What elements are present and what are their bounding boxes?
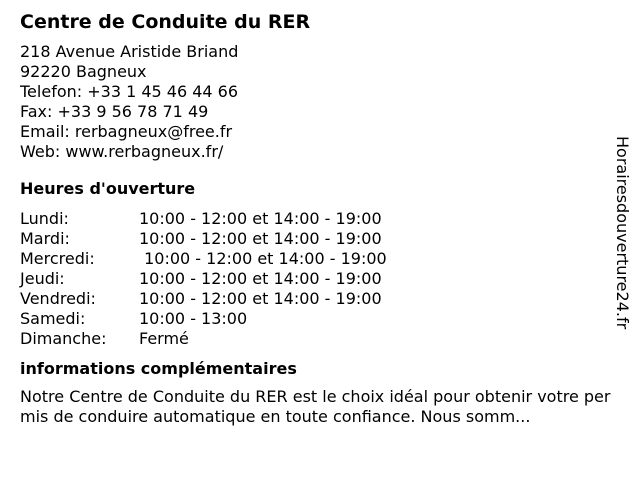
day-label: Lundi: [20,209,69,228]
website: Web: www.rerbagneux.fr/ [20,142,224,161]
address-city: 92220 Bagneux [20,62,147,81]
day-hours: 10:00 - 12:00 et 14:00 - 19:00 [139,269,382,288]
phone-number: Telefon: +33 1 45 46 44 66 [20,82,239,101]
info-heading: informations complémentaires [20,359,297,378]
day-hours: 10:00 - 13:00 [139,309,248,328]
hours-row [20,209,620,229]
contact-block [20,42,620,162]
info-description: Notre Centre de Conduite du RER est le choix idéal pour obtenir votre permis de conduire automatique en toute confiance. Nous somm... [20,387,611,426]
day-label: Samedi: [20,309,86,328]
fax-number: Fax: +33 9 56 78 71 49 [20,102,209,121]
day-hours: 10:00 - 12:00 et 14:00 - 19:00 [139,229,382,248]
hours-list [20,209,620,349]
site-watermark: Horairesdouverture24.fr [613,136,632,330]
day-label: Mardi: [20,229,70,248]
day-label: Vendredi: [20,289,96,308]
email-address: Email: rerbagneux@free.fr [20,122,233,141]
hours-row [20,229,620,249]
day-label: Jeudi: [20,269,65,288]
day-hours: 10:00 - 12:00 et 14:00 - 19:00 [139,209,382,228]
day-label: Mercredi: [20,249,95,268]
hours-heading: Heures d'ouverture [20,179,196,198]
business-card [20,10,620,427]
day-hours: 10:00 - 12:00 et 14:00 - 19:00 [139,249,387,268]
day-hours: 10:00 - 12:00 et 14:00 - 19:00 [139,289,382,308]
business-name: Centre de Conduite du RER [20,11,311,33]
day-hours: Fermé [139,329,189,348]
hours-row [20,309,620,329]
hours-row [20,289,620,309]
hours-row [20,329,620,349]
hours-row [20,249,620,269]
day-label: Dimanche: [20,329,107,348]
address-street: 218 Avenue Aristide Briand [20,42,239,61]
hours-row [20,269,620,289]
